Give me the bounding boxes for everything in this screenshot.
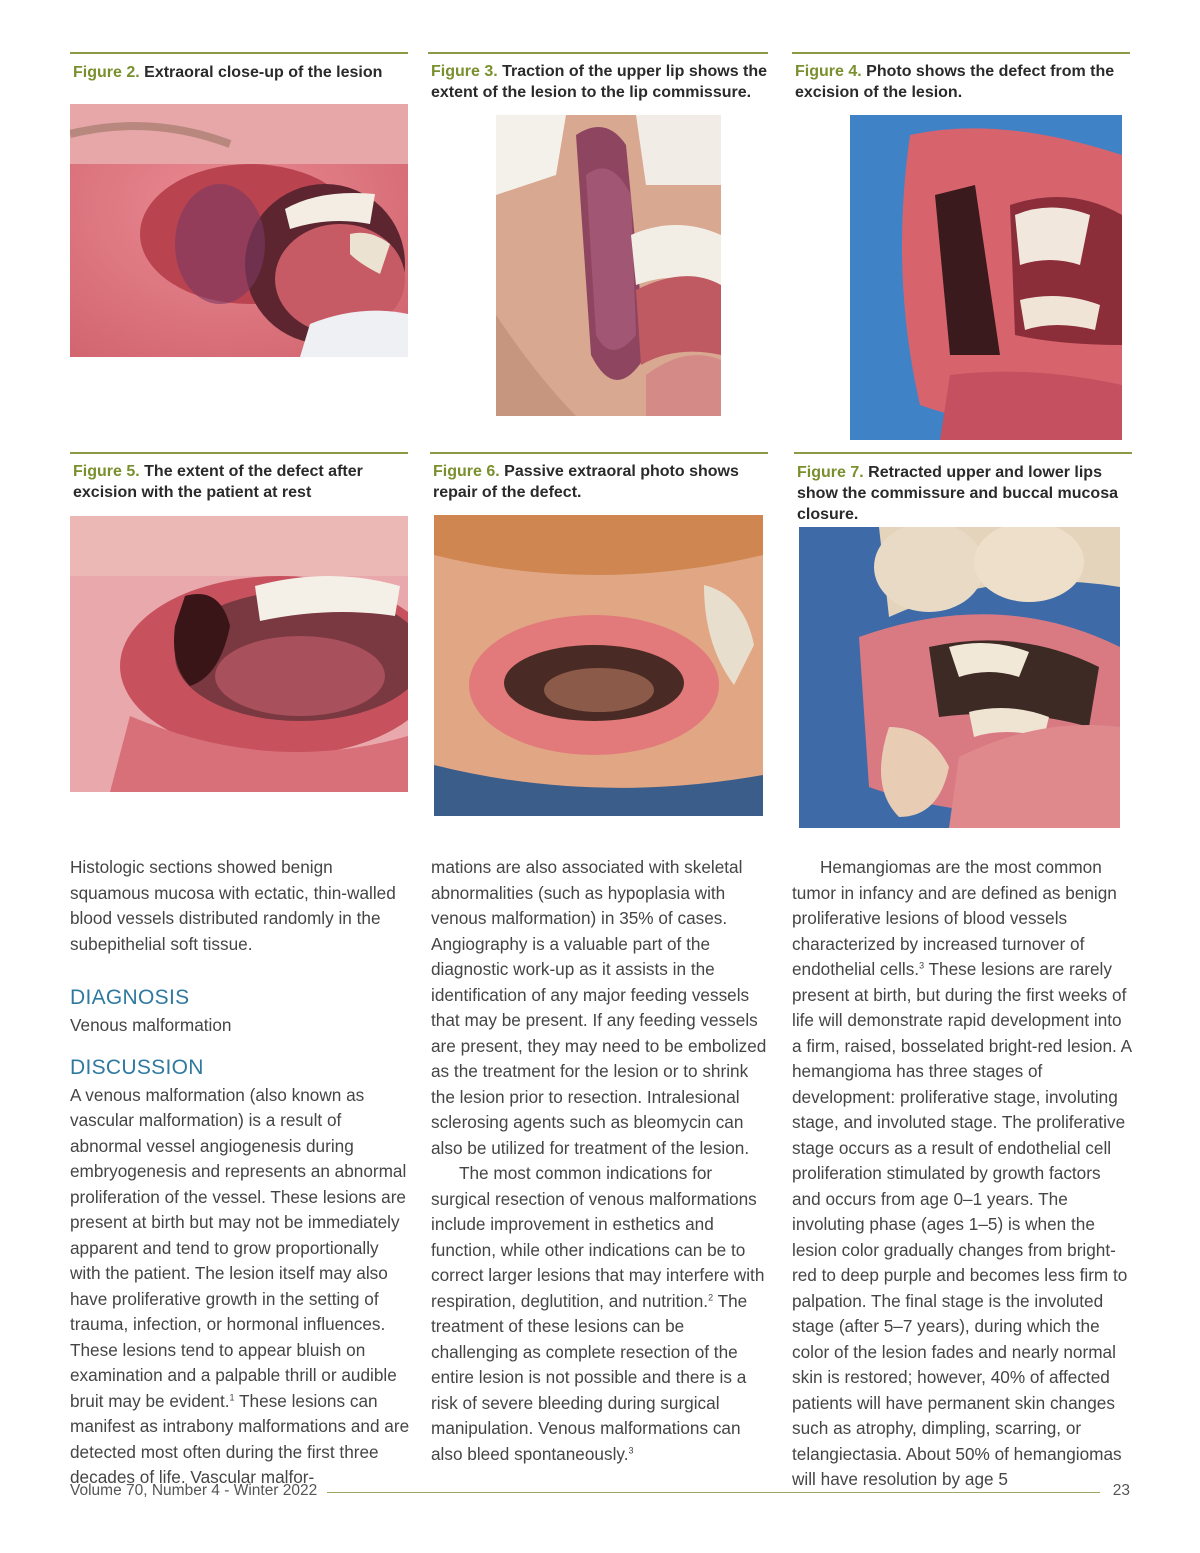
angiography-paragraph: mations are also associated with skeletal abnormalities (such as hypoplasia with venous malformation) in 35% of cases. Angiography is a valuable part of the diagnostic work-up as it assists in the identification of any major feeding vessels that may be present. If any feeding vessels are present, they may need to be embolized as the treatment for the lesion or to shrink the lesion prior to resection. Intralesional sclerosing agents such as bleomycin can also be utilized for treatment of the lesion. (431, 857, 767, 1158)
figure-4-photo (850, 115, 1122, 440)
resection-text-b: The treatment of these lesions can be challenging as complete resection of the entire lesion is not possible and there is a risk of severe bleeding during surgical manipulation. Venous malformations can also bleed spontaneously. (431, 1290, 748, 1464)
discussion-text-a: A venous malformation (also known as vascular malformation) is a result of abnormal vessel angiogenesis during embryogenesis and represents an abnormal proliferation of the vessel. These lesions are present at birth but may not be immediately apparent and tend to grow proportionally with the patient. The lesion itself may also have proliferative growth in the setting of trauma, infection, or hormonal influences. These lesions tend to appear bluish on examination and a palpable thrill or audible bruit may be evident. (70, 1084, 407, 1411)
diagnosis-heading: DIAGNOSIS (70, 986, 190, 1009)
discussion-heading: DISCUSSION (70, 1055, 204, 1079)
figure-2-photo (70, 104, 408, 357)
figure-2-text: Extraoral close-up of the lesion (144, 64, 383, 81)
figure-3-number: Figure 3. (431, 63, 498, 80)
figure-6-rule (430, 452, 768, 454)
issue-info: Volume 70, Number 4 - Winter 2022 (70, 1482, 318, 1499)
text-column-2 (431, 852, 771, 1467)
figure-7-text: Retracted upper and lower lips show the commissure and buccal mucosa closure. (797, 464, 1118, 523)
figure-3-text: Traction of the upper lip shows the extent of the lesion to the lip commissure. (431, 63, 768, 101)
figure-4-caption (795, 61, 1130, 103)
resection-paragraph (431, 1161, 771, 1467)
ref-1: 1 (229, 1391, 235, 1402)
discussion-paragraph (70, 1083, 410, 1491)
histology-paragraph: Histologic sections showed benign squamous mucosa with ectatic, thin-walled blood vessels distributed randomly in the subepithelial soft tissue. (70, 857, 396, 954)
discussion-text-b: These lesions can manifest as intrabony malformations and are detected most often during the first three decades of life. Vascular malfor- (70, 1390, 410, 1487)
ref-2: 2 (708, 1291, 714, 1302)
ref-3: 3 (628, 1444, 634, 1455)
figure-7-rule (794, 452, 1132, 454)
figure-3-photo (496, 115, 721, 416)
hemangioma-text-a: Hemangiomas are the most common tumor in infancy and are defined as benign proliferative lesions of blood vessels characterized by increased turnover of endothelial cells. (792, 857, 1117, 979)
figure-5-rule (70, 452, 408, 454)
figure-4-number: Figure 4. (795, 63, 862, 80)
figure-5-text: The extent of the defect after excision with the patient at rest (73, 463, 363, 501)
figure-6-caption (433, 461, 768, 503)
figure-4-text: Photo shows the defect from the excision of the lesion. (795, 63, 1115, 101)
figure-3-caption (431, 61, 768, 103)
figure-3-rule (428, 52, 768, 54)
figure-5-photo (70, 516, 408, 792)
figure-5-number: Figure 5. (73, 463, 140, 480)
hemangioma-text-b: These lesions are rarely present at birth, but during the first weeks of life will demonstrate rapid development into a firm, raised, bosselated bright-red lesion. A hemangioma has three stages of development: proliferative stage, involuting stage, and involuted stage. The proliferative stage occurs as a result of endothelial cell proliferation stimulated by growth factors and occurs from age 0–1 years. The involuting phase (ages 1–5) is when the lesion color gradually changes from bright-red to deep purple and becomes less firm to palpation. The final stage is the involuted stage (after 5–7 years), during which the color of the lesion fades and nearly normal skin is restored; however, 40% of affected patients will have permanent skin changes such as atrophy, dimpling, scarring, or telangiectasia. About 50% of hemangiomas will have resolution by age 5 (792, 959, 1132, 1489)
figure-5-caption (73, 461, 408, 503)
figure-2-rule (70, 52, 408, 54)
text-column-1 (70, 852, 410, 1491)
figure-2-caption (73, 62, 408, 83)
figure-7-caption (797, 462, 1132, 525)
figure-4-rule (792, 52, 1130, 54)
figure-2-number: Figure 2. (73, 64, 140, 81)
resection-text-a: The most common indications for surgical resection of venous malformations include improvement in esthetics and function, while other indications can be to correct larger lesions that may interfere with respiration, deglutition, and nutrition. (431, 1163, 765, 1311)
figure-7-number: Figure 7. (797, 464, 864, 481)
figure-6-photo (434, 515, 763, 816)
diagnosis-value: Venous malformation (70, 1015, 232, 1035)
ref-3-col3: 3 (919, 960, 925, 971)
page-number: 23 (1112, 1482, 1130, 1499)
figure-7-photo (799, 527, 1120, 828)
page-footer (70, 1482, 1130, 1504)
hemangioma-paragraph (792, 852, 1132, 1493)
text-column-3 (792, 852, 1132, 1493)
footer-rule (327, 1492, 1100, 1493)
figure-6-number: Figure 6. (433, 463, 500, 480)
figure-6-text: Passive extraoral photo shows repair of the defect. (433, 463, 739, 501)
